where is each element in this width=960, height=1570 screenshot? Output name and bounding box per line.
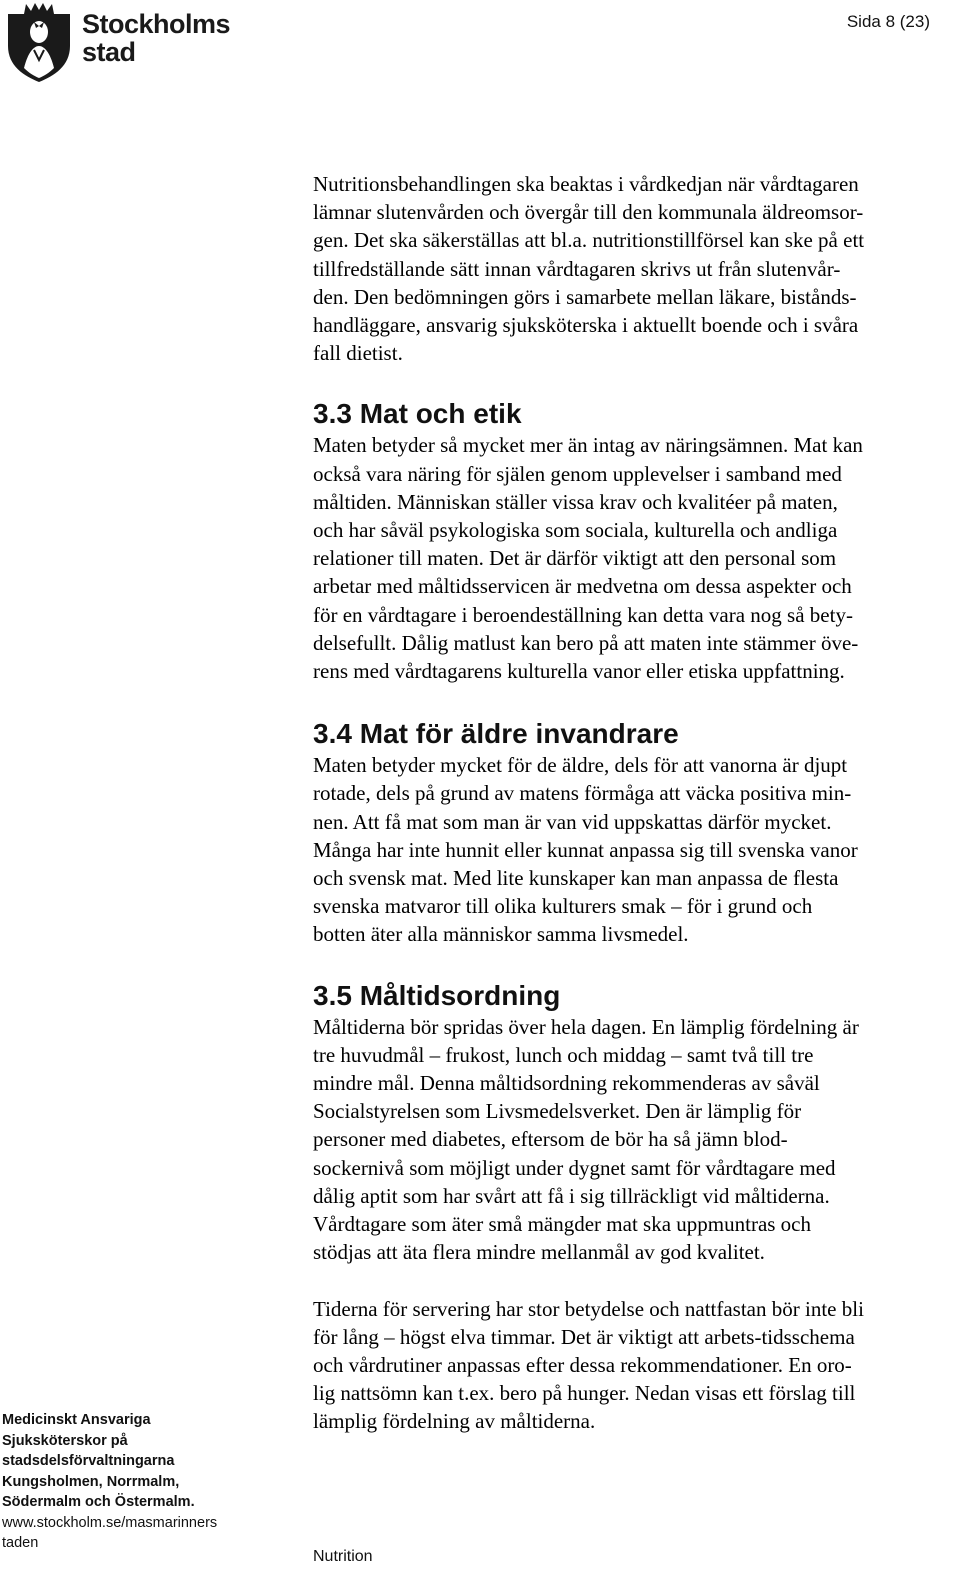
- text-line: och svensk mat. Med lite kunskaper kan man anpassa de flesta: [313, 866, 839, 891]
- text-line: handläggare, ansvarig sjuksköterska i aktuellt boende och i svåra: [313, 313, 859, 338]
- sidebar-url[interactable]: www.stockholm.se/masmarinners: [2, 1514, 218, 1531]
- text-line: Vårdtagare som äter små mängder mat ska uppmuntras och: [313, 1212, 812, 1237]
- sidebar-line: Medicinskt Ansvariga: [2, 1412, 151, 1428]
- text-line: för lång – högst elva timmar. Det är viktigt att arbets-tidsschema: [313, 1324, 855, 1349]
- page-number: Sida 8 (23): [846, 12, 930, 31]
- section-3-4-paragraph: [313, 751, 958, 948]
- coat-of-arms-icon: [4, 2, 74, 84]
- footer-text: Nutrition: [313, 1548, 373, 1565]
- text-line: och vårdrutiner anpassas efter dessa rekommendationer. En oro-: [313, 1352, 852, 1377]
- logo-text-line1: Stockholms: [82, 9, 231, 39]
- text-line: relationer till maten. Det är därför viktigt att den personal som: [313, 546, 837, 571]
- text-line: rotade, dels på grund av matens förmåga att väcka positiva min-: [313, 781, 852, 806]
- section-3-3-paragraph: [313, 431, 958, 685]
- section-3-5-paragraph: [313, 1013, 958, 1267]
- text-line: svenska matvaror till olika kulturers smak – för i grund och: [313, 894, 813, 919]
- text-line: måltiden. Människan ställer vissa krav och kvalitéer på maten,: [313, 489, 838, 514]
- text-line: rens med vårdtagarens kulturella vanor eller etiska uppfattning.: [313, 659, 845, 684]
- text-line: tre huvudmål – frukost, lunch och middag – samt två till tre: [313, 1042, 814, 1067]
- text-line: personer med diabetes, eftersom de bör ha så jämn blod-: [313, 1127, 788, 1152]
- text-line: lämplig fördelning av måltiderna.: [313, 1409, 596, 1434]
- text-line: Maten betyder så mycket mer än intag av näringsämnen. Mat kan: [313, 433, 863, 458]
- text-line: Många har inte hunnit eller kunnat anpassa sig till svenska vanor: [313, 837, 858, 862]
- text-line: dålig aptit som har svårt att få i sig tillräckligt vid måltiderna.: [313, 1183, 830, 1208]
- section-heading-3-5: 3.5 Måltidsordning: [313, 979, 561, 1011]
- text-line: botten äter alla människor samma livsmedel.: [313, 922, 689, 947]
- text-line: lig nattsömn kan t.ex. bero på hunger. Nedan visas ett förslag till: [313, 1381, 856, 1406]
- text-line: arbetar med måltidsservicen är medvetna om dessa aspekter och: [313, 574, 852, 599]
- text-line: delsefullt. Dålig matlust kan bero på att maten inte stämmer öve-: [313, 630, 859, 655]
- sidebar-line: stadsdelsförvaltningarna: [2, 1453, 175, 1469]
- stockholms-stad-logo: [4, 2, 254, 84]
- text-line: tillfredställande sätt innan vårdtagaren skrivs ut från slutenvår-: [313, 256, 841, 281]
- sidebar-line: Kungsholmen, Norrmalm,: [2, 1473, 180, 1490]
- intro-paragraph: [313, 170, 958, 367]
- section-3-5-paragraph-2: [313, 1295, 958, 1436]
- sidebar-contact: [2, 1410, 264, 1554]
- section-heading-3-4: 3.4 Mat för äldre invandrare: [313, 718, 679, 750]
- text-line: också vara näring för själen genom upplevelser i samband med: [313, 461, 842, 486]
- text-line: och har såväl psykologiska som sociala, kulturella och andliga: [313, 518, 838, 543]
- text-line: gen. Det ska säkerställas att bl.a. nutritionstillförsel kan ske på ett: [313, 228, 865, 253]
- logo-text-line2: stad: [82, 37, 136, 67]
- text-line: stödjas att äta flera mindre mellanmål av god kvalitet.: [313, 1240, 765, 1265]
- text-line: nen. Att få mat som man är van vid uppskattas därför mycket.: [313, 809, 832, 834]
- sidebar-url-continued[interactable]: taden: [2, 1535, 39, 1551]
- sidebar-line: Sjuksköterskor på: [2, 1432, 128, 1449]
- text-line: Socialstyrelsen som Livsmedelsverket. Den är lämplig för: [313, 1099, 802, 1124]
- text-line: Måltiderna bör spridas över hela dagen. En lämplig fördelning är: [313, 1014, 859, 1039]
- text-line: den. Den bedömningen görs i samarbete mellan läkare, bistånds-: [313, 284, 857, 309]
- text-line: Nutritionsbehandlingen ska beaktas i vårdkedjan när vårdtagaren: [313, 172, 859, 196]
- text-line: sockernivå som möjligt under dygnet samt för vårdtagare med: [313, 1155, 836, 1180]
- main-content: [313, 170, 958, 1436]
- text-line: mindre mål. Denna måltidsordning rekommenderas av såväl: [313, 1071, 820, 1096]
- section-heading-3-3: 3.3 Mat och etik: [313, 398, 522, 430]
- text-line: Maten betyder mycket för de äldre, dels för att vanorna är djupt: [313, 753, 848, 778]
- text-line: lämnar slutenvården och övergår till den kommunala äldreomsor-: [313, 200, 864, 225]
- text-line: Tiderna för servering har stor betydelse och nattfastan bör inte bli: [313, 1296, 864, 1321]
- text-line: för en vårdtagare i beroendeställning kan detta vara nog så bety-: [313, 602, 853, 627]
- sidebar-line: Södermalm och Östermalm.: [2, 1494, 195, 1510]
- text-line: fall dietist.: [313, 341, 403, 366]
